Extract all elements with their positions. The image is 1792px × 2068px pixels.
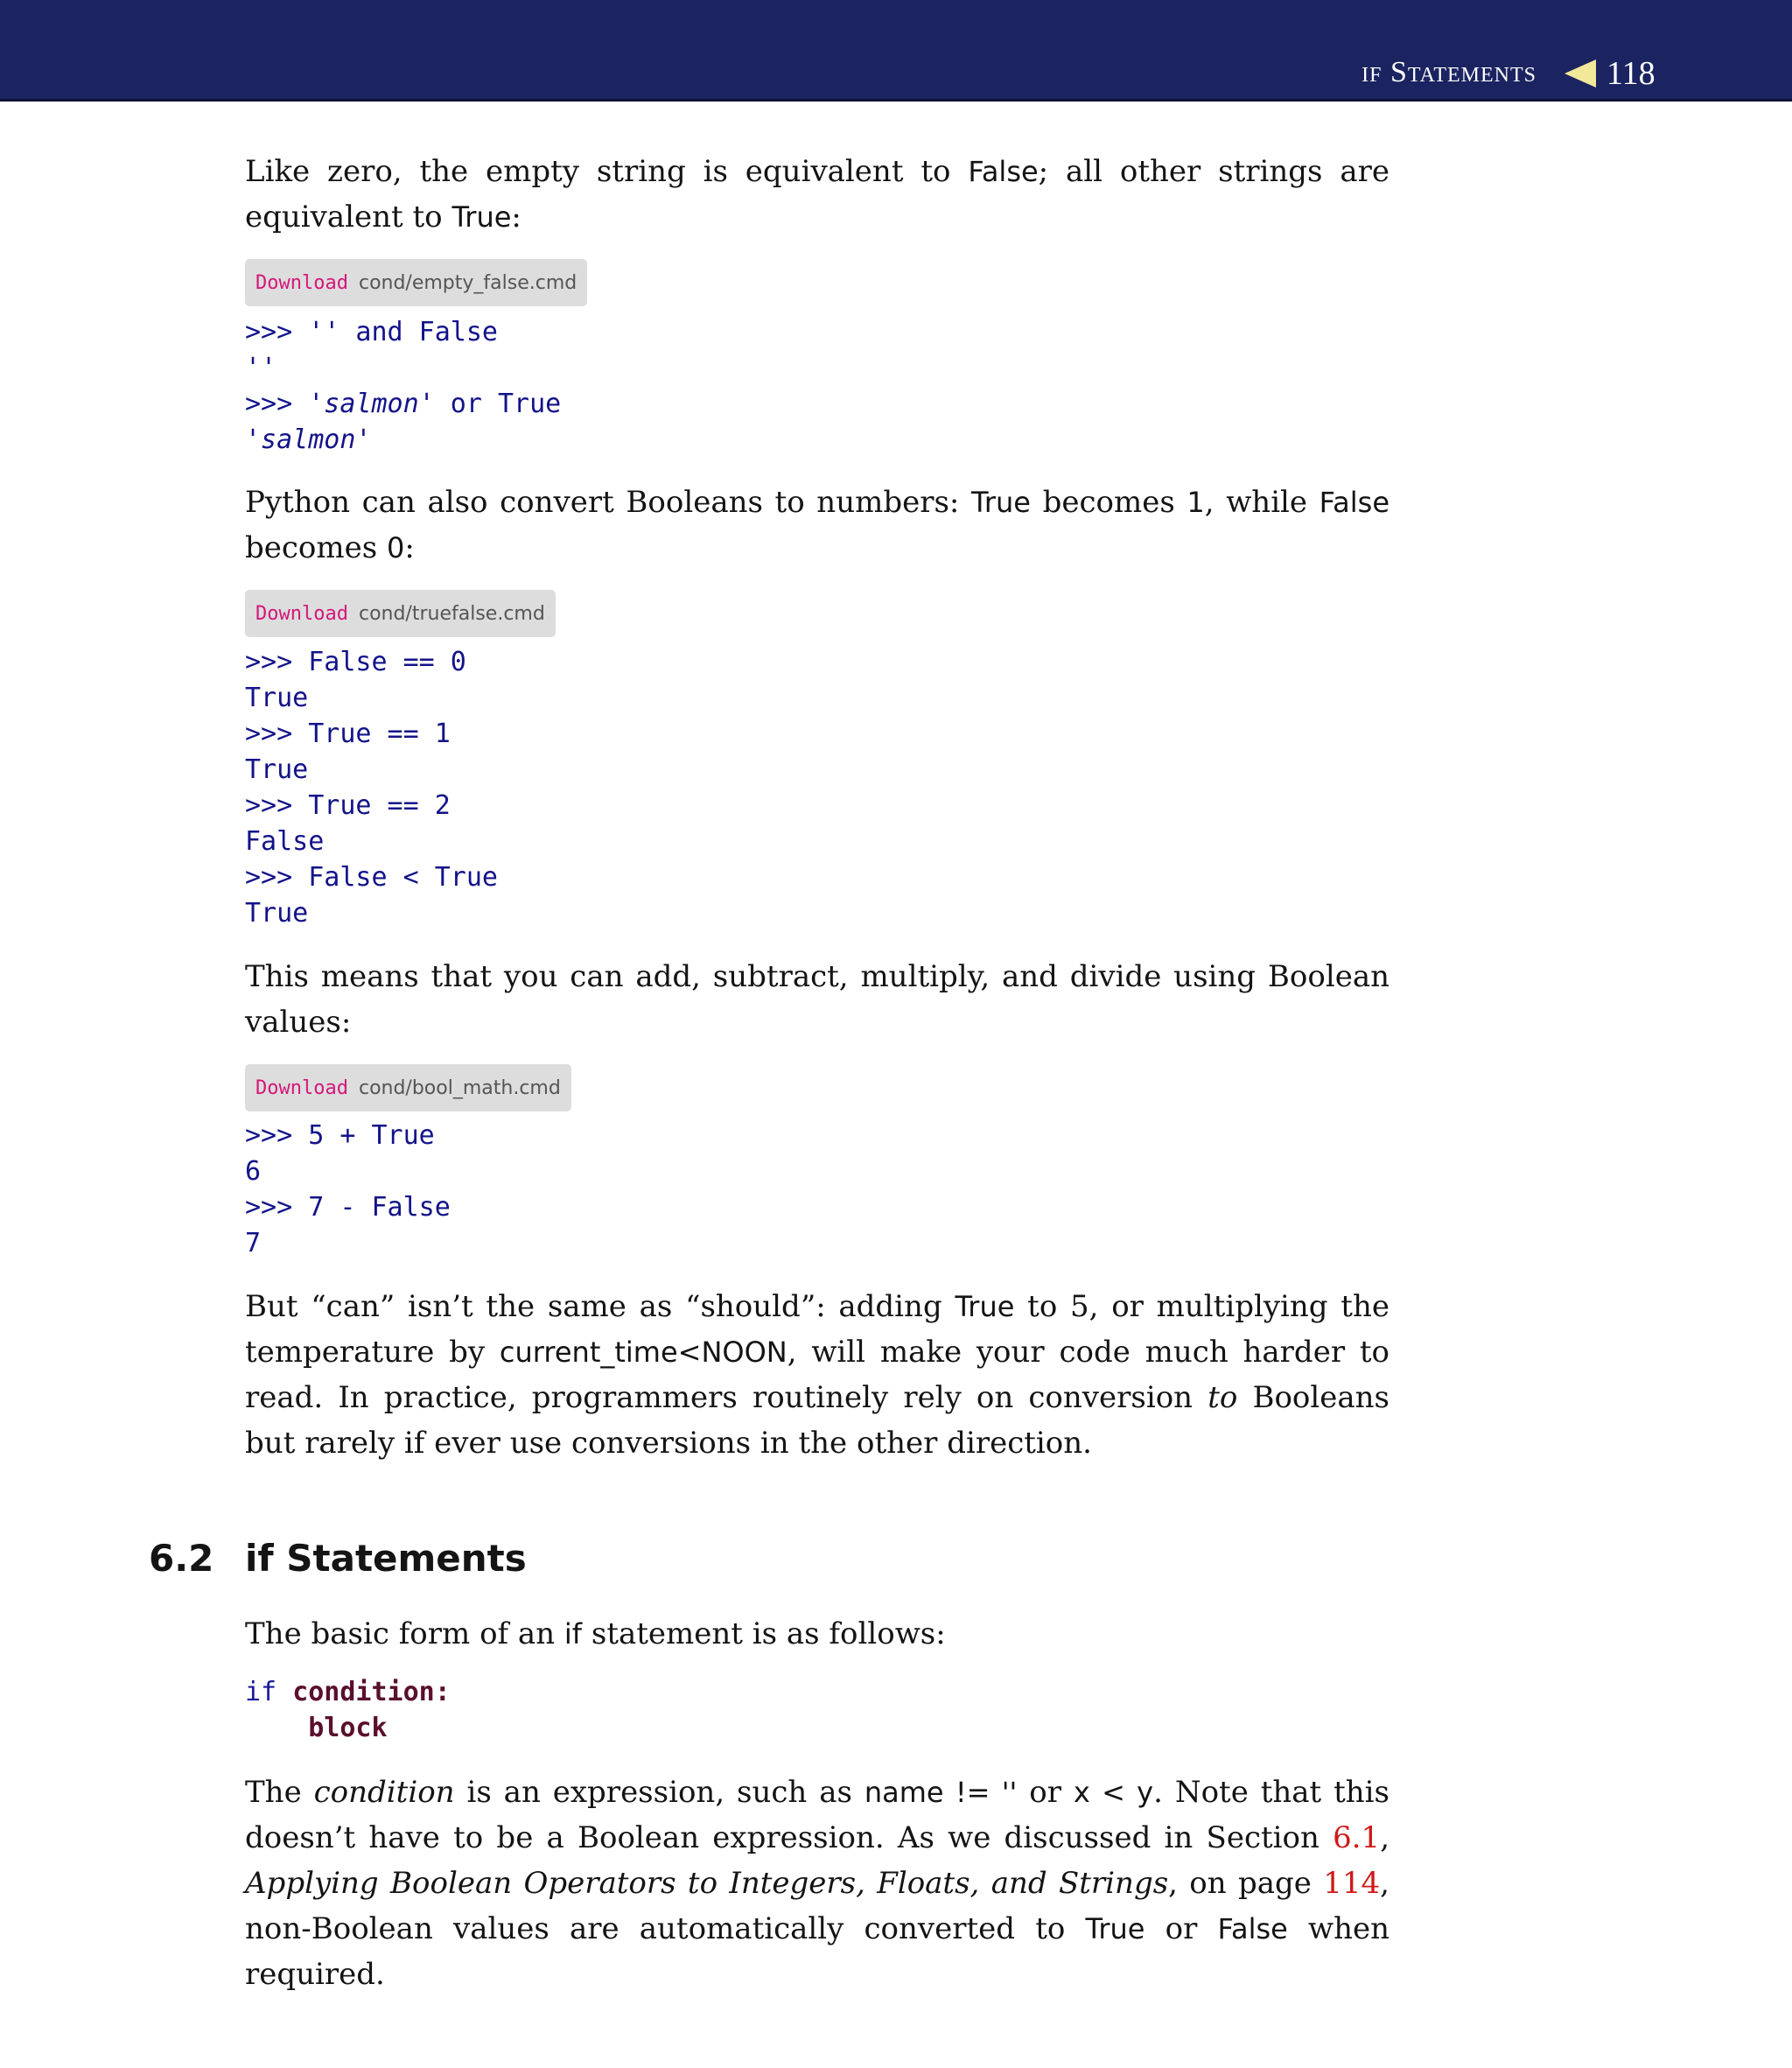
page-header	[0, 0, 1792, 102]
paragraph-condition: The condition is an expression, such as name != '' or x < y. Note that this doesn’t have to be a Boolean expression. As we discussed in Section 6.1, Applying Boolean Operators to Integers, Floats, and Strings, on page 114, non-Boolean values are automatically converted to True or False when required.	[245, 1775, 1390, 1992]
paragraph-empty-string: Like zero, the empty string is equivalent to False; all other strings are equivalent to True:	[245, 154, 1390, 235]
download-path: cond/bool_math.cmd	[358, 1076, 561, 1099]
inline-code: True	[452, 200, 512, 234]
section-number: 6.2	[149, 1537, 214, 1580]
download-link-truefalse[interactable]	[245, 590, 556, 637]
code-block-bool-math	[245, 1118, 451, 1261]
code-block-truefalse	[245, 644, 498, 931]
page-number: 118	[1606, 55, 1656, 92]
paragraph-can-vs-should: But “can” isn’t the same as “should”: adding True to 5, or multiplying the temperature by current_time<NOON, will make your code much harder to read. In practice, programmers routinely rely on conversion to Booleans but rarely if ever use conversions in the other direction.	[245, 1289, 1390, 1461]
code-line: >>> 5 + True	[245, 1120, 435, 1151]
paragraph-bool-math: This means that you can add, subtract, multiply, and divide using Boolean values:	[245, 959, 1390, 1040]
paragraph-if-basic-form: The basic form of an if statement is as follows:	[245, 1616, 946, 1651]
code-line: False	[245, 826, 325, 857]
download-path: cond/empty_false.cmd	[358, 271, 578, 294]
download-label: Download	[256, 271, 348, 294]
code-line: True	[245, 754, 309, 785]
download-label: Download	[256, 1076, 348, 1099]
download-label: Download	[256, 602, 348, 625]
code-line: >>> False == 0	[245, 647, 466, 677]
code-block-if-form: if condition: block	[245, 1677, 451, 1743]
paragraph-bool-to-numbers: Python can also convert Booleans to numbers: True becomes 1, while False becomes 0:	[245, 485, 1390, 565]
section-heading: if Statements	[245, 1537, 527, 1580]
section-ref-link[interactable]: 6.1	[1333, 1820, 1381, 1855]
previous-page-arrow-icon[interactable]	[1564, 60, 1596, 88]
code-line: 7	[245, 1228, 262, 1258]
running-head-title: if Statements	[1362, 56, 1536, 88]
code-line: >>> False < True	[245, 862, 498, 893]
code-line: True	[245, 898, 309, 929]
code-line: 6	[245, 1156, 262, 1187]
code-block-empty-false: >>> '' and False '' >>> 'salmon' or True 'salmon'	[245, 317, 562, 455]
download-path: cond/truefalse.cmd	[358, 602, 545, 625]
code-line: >>> True == 2	[245, 790, 451, 821]
download-link-empty-false[interactable]	[245, 259, 587, 306]
inline-code: False	[968, 155, 1039, 188]
code-line: >>> True == 1	[245, 719, 451, 749]
page-ref-link[interactable]: 114	[1323, 1866, 1381, 1901]
code-line: >>> 7 - False	[245, 1192, 451, 1223]
code-line: True	[245, 683, 309, 713]
download-link-bool-math[interactable]	[245, 1064, 571, 1111]
